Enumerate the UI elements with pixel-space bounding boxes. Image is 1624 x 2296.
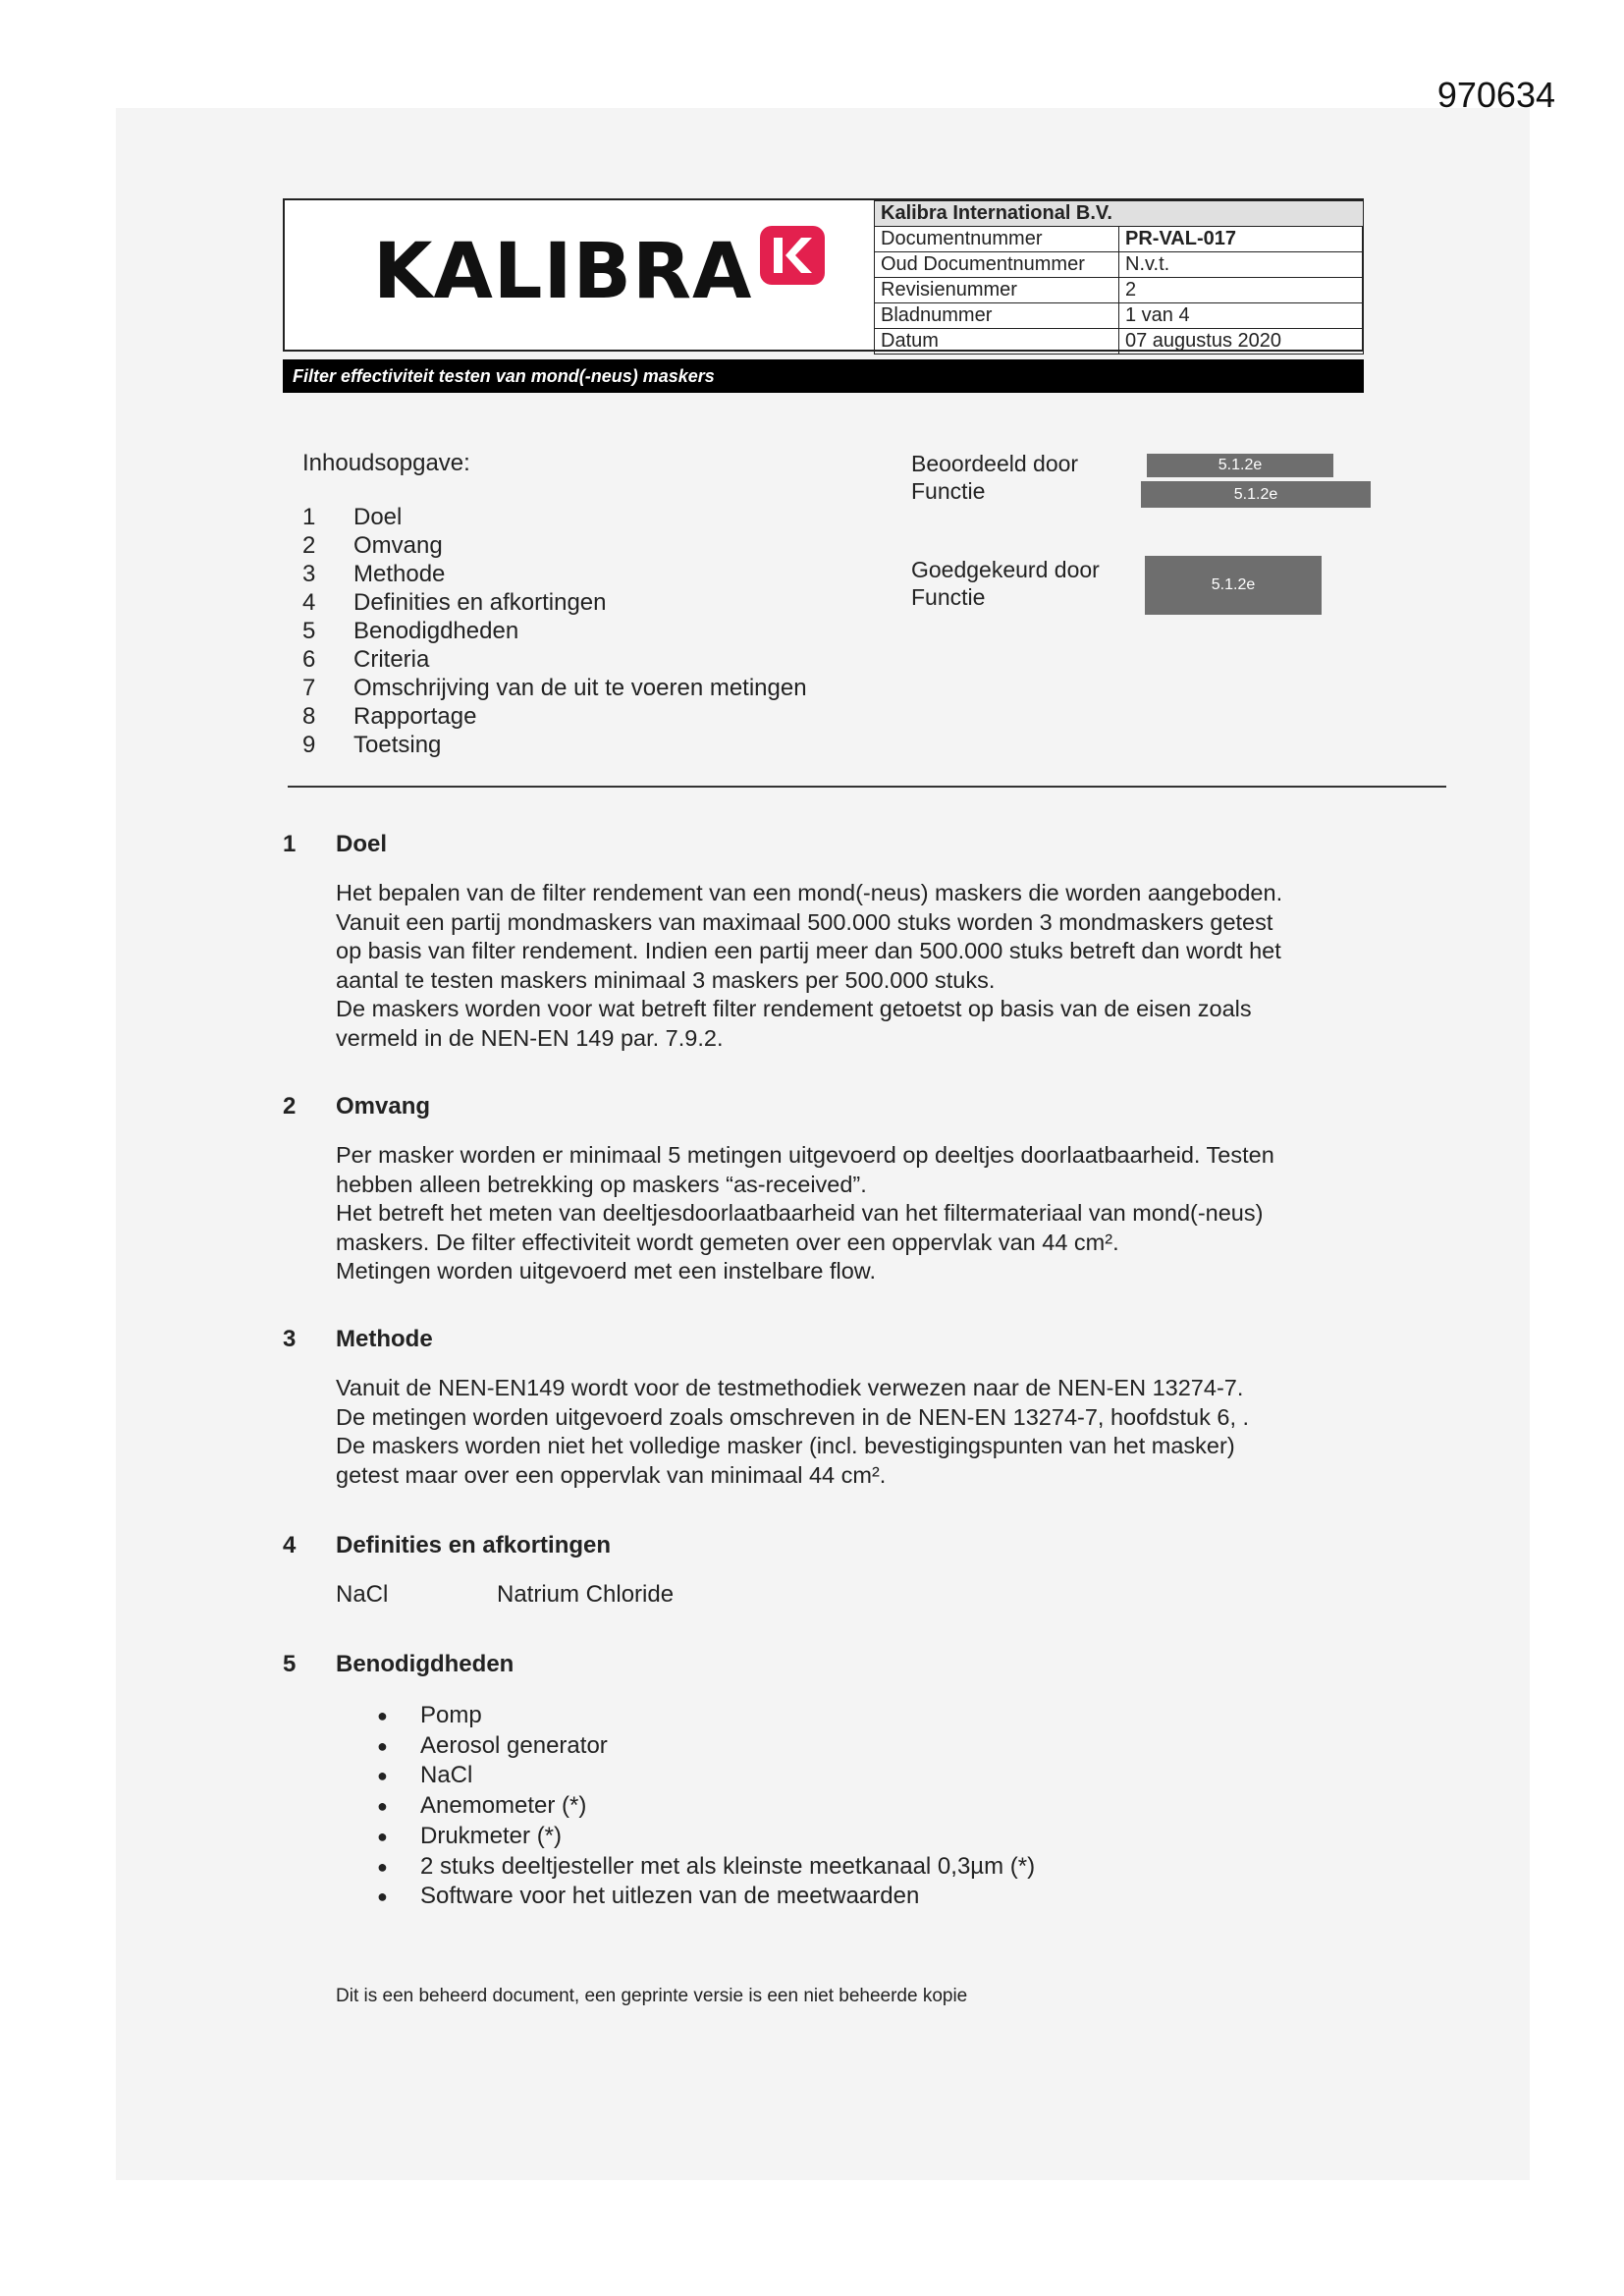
- section-title: Definities en afkortingen: [336, 1532, 612, 1558]
- list-item: [377, 1882, 1035, 1912]
- list-item: [377, 1761, 1035, 1791]
- toc-label: Omschrijving van de uit te voeren metingen: [353, 675, 807, 701]
- toc-label: Toetsing: [353, 732, 442, 758]
- toc-number: 5: [302, 618, 316, 644]
- body-line: vermeld in de NEN-EN 149 par. 7.9.2.: [336, 1024, 724, 1051]
- list-item-label: Drukmeter (*): [420, 1822, 563, 1849]
- list-item: [377, 1822, 1035, 1852]
- equipment-list: [377, 1701, 1035, 1912]
- bullet-icon: ●: [377, 1826, 388, 1846]
- meta-row: [875, 227, 1364, 252]
- section-heading-methode: [283, 1326, 433, 1353]
- body-line: hebben alleen betrekking op maskers “as-received”.: [336, 1171, 867, 1197]
- toc-number: 7: [302, 675, 316, 701]
- bullet-icon: ●: [377, 1886, 388, 1907]
- meta-row: [875, 252, 1364, 278]
- function-label: Functie: [911, 584, 986, 610]
- section-number: 1: [283, 831, 297, 857]
- bullet-icon: ●: [377, 1766, 388, 1786]
- meta-row: [875, 278, 1364, 303]
- body-line: Vanuit de NEN-EN149 wordt voor de testmethodiek verwezen naar de NEN-EN 13274-7.: [336, 1375, 1244, 1400]
- function-label: Functie: [911, 478, 986, 504]
- section-number: 3: [283, 1326, 297, 1352]
- toc-number: 3: [302, 561, 316, 587]
- meta-value: 07 augustus 2020: [1119, 329, 1364, 355]
- list-item-label: Pomp: [420, 1702, 482, 1728]
- section-heading-benodigdheden: [283, 1651, 514, 1678]
- bullet-icon: ●: [377, 1856, 388, 1877]
- body-line: De maskers worden niet het volledige masker (incl. bevestigingspunten van het masker): [336, 1433, 1235, 1458]
- body-line: op basis van filter rendement. Indien een partij meer dan 500.000 stuks betreft dan wordt het: [336, 938, 1281, 963]
- toc-item: [302, 503, 807, 531]
- document-footer-note: Dit is een beheerd document, een geprinte versie is een niet beheerde kopie: [336, 1986, 968, 2006]
- definition-abbreviation: NaCl: [336, 1581, 389, 1608]
- toc-number: 8: [302, 703, 316, 730]
- toc-item: [302, 702, 807, 731]
- company-name: Kalibra International B.V.: [875, 201, 1364, 227]
- body-line: Het bepalen van de filter rendement van een mond(-neus) maskers die worden aangeboden.: [336, 880, 1283, 905]
- meta-label: Revisienummer: [875, 278, 1119, 303]
- list-item: [377, 1701, 1035, 1731]
- toc-item: [302, 588, 807, 617]
- meta-value: PR-VAL-017: [1119, 227, 1364, 252]
- list-item: [377, 1791, 1035, 1822]
- toc-heading: Inhoudsopgave:: [302, 450, 470, 476]
- body-line: aantal te testen maskers minimaal 3 maskers per 500.000 stuks.: [336, 966, 996, 993]
- document-header: [283, 198, 1364, 352]
- document-title-bar: Filter effectiviteit testen van mond(-neus) maskers: [283, 359, 1364, 393]
- reviewed-by-label: Beoordeeld door: [911, 451, 1079, 476]
- body-line: Per masker worden er minimaal 5 metingen uitgevoerd op deeltjes doorlaatbaarheid. Testen: [336, 1142, 1274, 1168]
- section-heading-definities: [283, 1532, 611, 1559]
- definition-row: [336, 1581, 674, 1609]
- bullet-icon: ●: [377, 1796, 388, 1817]
- toc-item: [302, 560, 807, 588]
- bullet-icon: ●: [377, 1706, 388, 1725]
- section-title: Methode: [336, 1326, 433, 1352]
- toc-label: Benodigdheden: [353, 618, 519, 644]
- meta-value: N.v.t.: [1119, 252, 1364, 278]
- kalibra-k-icon: [760, 226, 825, 285]
- kalibra-logo: [373, 228, 825, 316]
- list-item-label: 2 stuks deeltjesteller met als kleinste meetkanaal 0,3µm (*): [420, 1852, 1036, 1880]
- bullet-icon: ●: [377, 1735, 388, 1756]
- body-line: De maskers worden voor wat betreft filter rendement getoetst op basis van de eisen zoals: [336, 996, 1252, 1021]
- toc-list: [302, 503, 807, 759]
- meta-label: Bladnummer: [875, 303, 1119, 329]
- section-title: Doel: [336, 831, 388, 857]
- document-meta-table: [874, 200, 1364, 355]
- section-title: Benodigdheden: [336, 1651, 514, 1677]
- body-line: Vanuit een partij mondmaskers van maximaal 500.000 stuks worden 3 mondmaskers getest: [336, 908, 1273, 935]
- toc-number: 1: [302, 504, 316, 530]
- body-line: Metingen worden uitgevoerd met een instelbare flow.: [336, 1258, 876, 1284]
- document-number: 970634: [1436, 75, 1555, 115]
- toc-item: [302, 731, 807, 759]
- toc-number: 6: [302, 646, 316, 673]
- toc-label: Criteria: [353, 646, 430, 673]
- section-heading-omvang: [283, 1093, 430, 1121]
- list-item: [377, 1731, 1035, 1762]
- approved-by-label: Goedgekeurd door: [911, 557, 1100, 582]
- toc-item: [302, 645, 807, 674]
- meta-label: Oud Documentnummer: [875, 252, 1119, 278]
- meta-row: [875, 303, 1364, 329]
- section-body-doel: [336, 879, 1416, 1053]
- section-number: 4: [283, 1532, 297, 1558]
- toc-label: Omvang: [353, 532, 443, 559]
- meta-label: Documentnummer: [875, 227, 1119, 252]
- redacted-approver-box: 5.1.2e: [1145, 556, 1322, 615]
- toc-label: Doel: [353, 504, 403, 530]
- toc-number: 2: [302, 532, 316, 559]
- section-number: 2: [283, 1093, 297, 1120]
- meta-row: [875, 329, 1364, 355]
- section-body-omvang: [336, 1141, 1416, 1286]
- body-line: maskers. De filter effectiviteit wordt gemeten over een oppervlak van 44 cm².: [336, 1229, 1119, 1255]
- meta-value: 1 van 4: [1119, 303, 1364, 329]
- body-line: De metingen worden uitgevoerd zoals omschreven in de NEN-EN 13274-7, hoofdstuk 6, .: [336, 1403, 1250, 1430]
- body-line: Het betreft het meten van deeltjesdoorlaatbaarheid van het filtermateriaal van mond(-neus): [336, 1200, 1264, 1226]
- list-item-label: NaCl: [420, 1762, 473, 1789]
- list-item-label: Anemometer (*): [420, 1792, 587, 1820]
- section-title: Omvang: [336, 1093, 431, 1120]
- toc-number: 4: [302, 589, 316, 616]
- section-body-methode: [336, 1374, 1416, 1490]
- definition-meaning: Natrium Chloride: [497, 1581, 675, 1608]
- toc-number: 9: [302, 732, 316, 758]
- list-item: [377, 1852, 1035, 1883]
- section-heading-doel: [283, 831, 387, 858]
- redacted-function-box: 5.1.2e: [1141, 481, 1371, 508]
- list-item-label: Aerosol generator: [420, 1731, 608, 1759]
- logo-text: KALIBRA: [373, 228, 753, 316]
- section-number: 5: [283, 1651, 297, 1677]
- list-item-label: Software voor het uitlezen van de meetwaarden: [420, 1883, 920, 1910]
- toc-label: Definities en afkortingen: [353, 589, 607, 616]
- toc-item: [302, 617, 807, 645]
- section-divider: [288, 786, 1446, 788]
- body-line: getest maar over een oppervlak van minimaal 44 cm².: [336, 1461, 887, 1488]
- redacted-name-box: 5.1.2e: [1147, 454, 1333, 477]
- meta-value: 2: [1119, 278, 1364, 303]
- toc-label: Methode: [353, 561, 446, 587]
- toc-item: [302, 531, 807, 560]
- toc-label: Rapportage: [353, 703, 477, 730]
- toc-item: [302, 674, 807, 702]
- meta-label: Datum: [875, 329, 1119, 355]
